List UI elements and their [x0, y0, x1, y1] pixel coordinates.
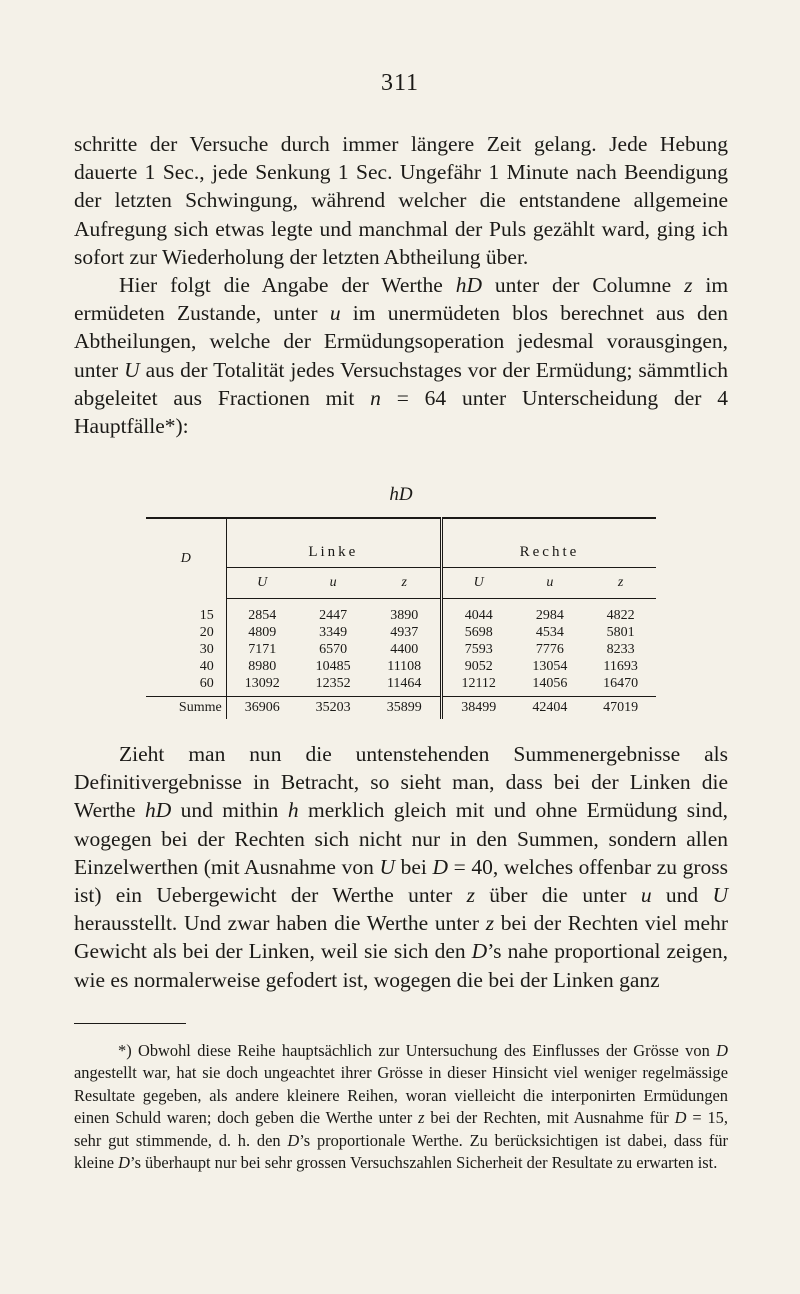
table-sum-cell: 35203: [298, 697, 369, 720]
table-sum-row: [146, 697, 656, 720]
table-cell-D: 30: [146, 641, 226, 658]
table-row: [146, 599, 656, 625]
table-cell: 11108: [387, 659, 422, 674]
table-subheader: u: [298, 568, 369, 599]
table-cell-D: 60: [146, 675, 226, 697]
data-table: [146, 517, 656, 719]
table-subheader: U: [226, 568, 298, 599]
table-cell: 7171: [248, 642, 277, 657]
table-cell: 7593: [441, 641, 514, 658]
table-subheader: u: [514, 568, 585, 599]
footnote-text: *) Obwohl diese Reihe hauptsächlich zur Untersuchung des Einflusses der Grösse von D angestellt war, hat sie doch ungeachtet ihrer Grösse in dieser Hinsicht viel weniger regelmässige Resultate gegeben, als andere kleinere Reihen, woran vielleicht die interponirten Ermüdungen einen Schuld waren; doch geben die Werthe unter z bei der Rechten, mit Ausnahme für D = 15, sehr gut stimmende, d. h. den D’s proportionale Werthe. Zu berücksichtigen ist dabei, dass für kleine D’s überhaupt nur bei sehr grossen Versuchszahlen Sicherheit der Resultate zu erwarten ist.: [74, 1041, 729, 1173]
footnote: [74, 1040, 728, 1174]
footnote-rule: [74, 1023, 186, 1024]
table-sum-label: Summe: [146, 697, 226, 720]
table-cell: 6570: [319, 642, 348, 657]
table-cell: 4044: [441, 599, 514, 625]
body-text-top: [74, 130, 728, 440]
table-cell-D: 40: [146, 658, 226, 675]
paragraph-conclusion: Zieht man nun die untenstehenden Summenergebnisse als Definitivergebnisse in Betracht, so sieht man, dass bei der Linken die Werthe hD und mithin h merklich gleich mit und ohne Ermüdung sind, wogegen bei der Rechten sich nicht nur in den Summen, sondern allen Einzelwerthen (mit Ausnahme von U bei D = 40, welches offenbar zu gross ist) ein Uebergewicht der Werthe unter z über die unter u und U herausstellt. Und zwar haben die Werthe unter z bei der Rechten viel mehr Gewicht als bei der Linken, weil sie sich den D’s nahe proportional zeigen, wie es normalerweise gefodert ist, wogegen die bei der Linken ganz: [74, 742, 729, 992]
table-row: [146, 675, 656, 697]
paragraph-intro-table: Hier folgt die Angabe der Werthe hD unter der Columne z im ermüdeten Zustande, unter u im unermüdeten blos berechnet aus den Abtheilungen, welche der Ermüdungsoperation jedesmal vorausgingen, unter U aus der Totalität jedes Versuchstages vor der Ermüdung; sämmtlich abgeleitet aus Fractionen mit n = 64 unter Unterscheidung der 4 Hauptfälle*):: [74, 273, 729, 439]
table-cell: 11464: [386, 676, 422, 691]
table-cell-D: 15: [146, 599, 226, 625]
table-cell: 5801: [606, 625, 635, 640]
table-cell: 2854: [248, 608, 277, 623]
table-group-rechte: Rechte: [441, 518, 656, 568]
table-cell: 16470: [603, 676, 639, 691]
table-sum-cell: 38499: [441, 697, 514, 720]
table-cell-D: 20: [146, 624, 226, 641]
table-cell: 13092: [244, 676, 280, 691]
body-text-bottom: [74, 740, 728, 994]
table-cell: 4937: [390, 625, 419, 640]
table-cell: 10485: [315, 659, 351, 674]
table-row: [146, 658, 656, 675]
table-cell: 2984: [535, 608, 564, 623]
table-subheader: z: [368, 568, 441, 599]
table-cell: 4822: [606, 608, 635, 623]
table-cell: 8980: [248, 659, 277, 674]
table-sum-cell: 47019: [585, 697, 656, 720]
table-cell: 12352: [315, 676, 351, 691]
table-subheader: z: [585, 568, 656, 599]
table-cell: 5698: [441, 624, 514, 641]
table-row: [146, 624, 656, 641]
table-cell: 9052: [441, 658, 514, 675]
page-number: 311: [380, 70, 420, 96]
table-subheader: U: [441, 568, 514, 599]
table-cell: 2447: [319, 608, 348, 623]
table-cell: 7776: [535, 642, 564, 657]
table-cell: 3890: [390, 608, 419, 623]
table-sum-cell: 35899: [368, 697, 441, 720]
table-cell: 12112: [441, 675, 514, 697]
table-cell: 4400: [390, 642, 419, 657]
table-heading: hD: [389, 484, 413, 505]
table-cell: 14056: [532, 676, 568, 691]
table-row: [146, 641, 656, 658]
table-sum-cell: 42404: [514, 697, 585, 720]
table-cell: 4534: [535, 625, 564, 640]
table-group-linke: Linke: [226, 518, 441, 568]
table-cell: 8233: [606, 642, 635, 657]
table-cell: 13054: [532, 659, 568, 674]
paragraph-continuation: schritte der Versuche durch immer längere Zeit gelang. Jede Hebung dauerte 1 Sec., jede Senkung 1 Sec. Ungefähr 1 Minute nach Beendigung der letzten Schwingung, während welcher die entstandene allgemeine Aufregung sich etwas legte und manchmal der Puls gezählt ward, ging ich sofort zur Wiederholung der letzten Abtheilung über.: [74, 132, 728, 269]
table-cell: 3349: [319, 625, 348, 640]
table-cell: 11693: [603, 659, 638, 674]
table-cell: 4809: [248, 625, 277, 640]
table-sum-cell: 36906: [226, 697, 298, 720]
table-header-D: D: [146, 518, 226, 599]
